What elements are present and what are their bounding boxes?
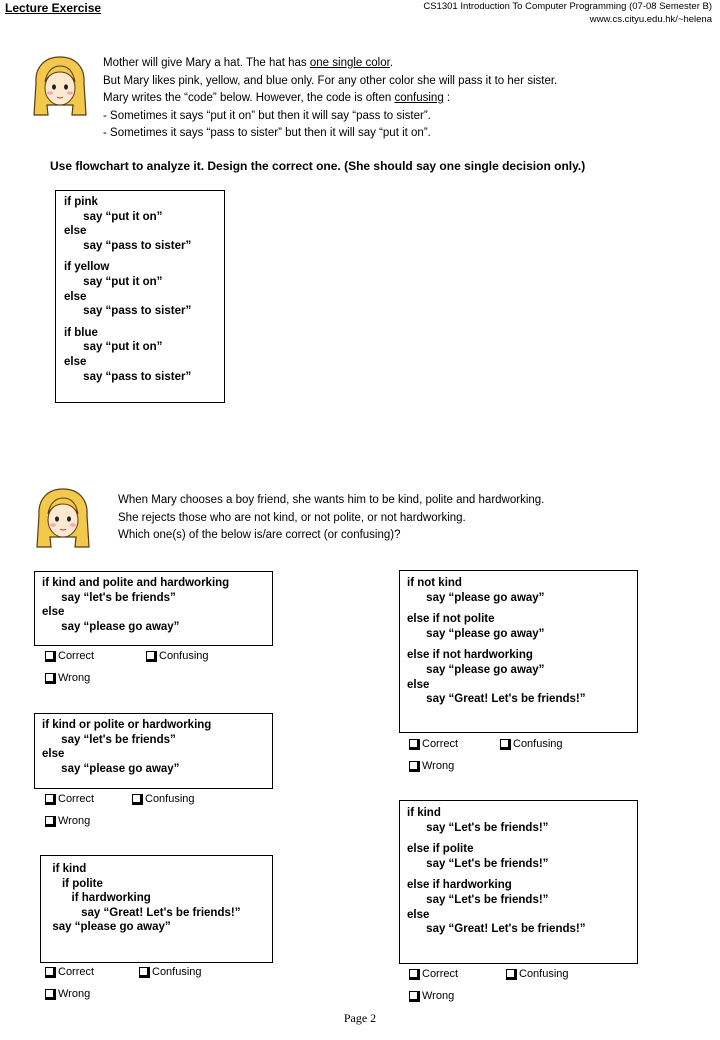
s2-line-1: When Mary chooses a boy friend, she wants him to be kind, polite and hardworking. xyxy=(118,494,545,506)
checkbox-icon[interactable] xyxy=(409,761,420,772)
checkbox-icon[interactable] xyxy=(139,967,150,978)
checkbox-icon[interactable] xyxy=(45,967,56,978)
checkbox-icon[interactable] xyxy=(45,989,56,1000)
option-e-confusing[interactable]: Confusing xyxy=(506,968,569,980)
code-line: say “Let's be friends!” xyxy=(407,893,549,906)
intro-line-3: Mary writes the “code” below. However, the code is often confusing : xyxy=(103,92,451,104)
code-line: if kind xyxy=(407,807,441,819)
s2-line-2: She rejects those who are not kind, or not polite, or not hardworking. xyxy=(118,511,466,524)
option-a-confusing[interactable]: Confusing xyxy=(146,650,209,662)
option-c-wrong[interactable]: Wrong xyxy=(45,988,90,1000)
intro-line-1: Mother will give Mary a hat. The hat has one single color. xyxy=(103,57,394,69)
option-d-confusing[interactable]: Confusing xyxy=(500,738,563,750)
mary-face-icon-2 xyxy=(34,487,92,549)
checkbox-icon[interactable] xyxy=(500,739,511,750)
code-d xyxy=(407,576,637,707)
code-line: say “please go away” xyxy=(407,627,545,640)
code-line: say “Great! Let's be friends!” xyxy=(46,906,241,919)
checkbox-icon[interactable] xyxy=(45,816,56,827)
code-line: say “Let's be friends!” xyxy=(407,821,549,834)
code-line: say “put it on” xyxy=(64,210,163,223)
section2-intro xyxy=(118,492,544,545)
code-line: else xyxy=(407,908,430,921)
code-line: else if polite xyxy=(407,843,474,856)
code-e xyxy=(407,806,637,937)
course-header xyxy=(423,0,712,26)
code-gap xyxy=(407,871,637,878)
code-line: else xyxy=(407,678,430,691)
code-line: say “Let's be friends!” xyxy=(407,857,549,870)
code-line: if yellow xyxy=(64,261,110,274)
checkbox-icon[interactable] xyxy=(45,673,56,684)
code-line: if polite xyxy=(46,877,103,890)
code-box-e xyxy=(399,800,638,964)
code-line: if kind and polite and hardworking xyxy=(42,577,230,589)
intro-line-2: But Mary likes pink, yellow, and blue only. For any other color she will pass it to her sister. xyxy=(103,74,558,87)
code-box-b xyxy=(34,713,273,789)
option-c-correct[interactable]: Correct xyxy=(45,966,94,978)
code-line: else xyxy=(42,606,65,619)
code-line: if kind xyxy=(46,863,87,875)
course-url: www.cs.cityu.edu.hk/~helena xyxy=(589,14,712,25)
code-line: if pink xyxy=(64,196,98,208)
checkbox-icon[interactable] xyxy=(409,969,420,980)
flowchart-instruction: Use flowchart to analyze it. Design the correct one. (She should say one single decision only.) xyxy=(50,159,586,173)
code-line: say “pass to sister” xyxy=(64,239,192,252)
checkbox-icon[interactable] xyxy=(506,969,517,980)
code-gap xyxy=(407,605,637,612)
option-b-confusing[interactable]: Confusing xyxy=(132,793,195,805)
lecture-exercise-title: Lecture Exercise xyxy=(5,1,102,15)
code-line: say “Great! Let's be friends!” xyxy=(407,923,586,936)
hat-code-box xyxy=(55,190,225,403)
intro-line-4: - Sometimes it says “put it on” but then it will say “pass to sister”. xyxy=(103,109,431,122)
code-line: else if not polite xyxy=(407,613,495,626)
code-line: say “please go away” xyxy=(407,663,545,676)
code-a xyxy=(42,576,272,634)
code-line: if kind or polite or hardworking xyxy=(42,719,212,731)
code-box-d xyxy=(399,570,638,733)
hat-code xyxy=(64,195,224,384)
code-line: say “pass to sister” xyxy=(64,305,192,318)
option-d-wrong[interactable]: Wrong xyxy=(409,760,454,772)
code-gap xyxy=(64,319,224,326)
code-c xyxy=(46,862,272,935)
option-d-correct[interactable]: Correct xyxy=(409,738,458,750)
code-line: say “let's be friends” xyxy=(42,591,176,604)
code-line: else xyxy=(64,290,87,303)
course-title: CS1301 Introduction To Computer Programming (07-08 Semester B) xyxy=(423,1,712,12)
option-b-correct[interactable]: Correct xyxy=(45,793,94,805)
code-gap xyxy=(407,835,637,842)
code-line: say “Great! Let's be friends!” xyxy=(407,693,586,706)
code-line: if not kind xyxy=(407,577,462,589)
code-line: say “let's be friends” xyxy=(42,733,176,746)
option-e-wrong[interactable]: Wrong xyxy=(409,990,454,1002)
checkbox-icon[interactable] xyxy=(146,651,157,662)
checkbox-icon[interactable] xyxy=(45,651,56,662)
code-line: else xyxy=(42,748,65,761)
code-line: say “pass to sister” xyxy=(64,370,192,383)
option-a-correct[interactable]: Correct xyxy=(45,650,94,662)
option-a-wrong[interactable]: Wrong xyxy=(45,672,90,684)
code-line: say “please go away” xyxy=(42,620,180,633)
code-line: if hardworking xyxy=(46,892,151,905)
code-line: if blue xyxy=(64,326,98,339)
checkbox-icon[interactable] xyxy=(132,794,143,805)
code-line: say “put it on” xyxy=(64,341,163,354)
checkbox-icon[interactable] xyxy=(409,991,420,1002)
option-c-confusing[interactable]: Confusing xyxy=(139,966,202,978)
code-box-a xyxy=(34,571,273,646)
intro-line-5: - Sometimes it says “pass to sister” but then it will say “put it on”. xyxy=(103,127,431,139)
checkbox-icon[interactable] xyxy=(409,739,420,750)
code-gap xyxy=(64,253,224,260)
page-number: Page 2 xyxy=(343,1011,377,1025)
checkbox-icon[interactable] xyxy=(45,794,56,805)
code-gap xyxy=(407,641,637,648)
code-line: say “put it on” xyxy=(64,275,163,288)
code-b xyxy=(42,718,272,776)
code-line: else if not hardworking xyxy=(407,649,533,662)
code-line: else xyxy=(64,225,87,238)
mary-face-icon xyxy=(31,55,89,117)
code-line: say “please go away” xyxy=(407,591,545,604)
option-b-wrong[interactable]: Wrong xyxy=(45,815,90,827)
option-e-correct[interactable]: Correct xyxy=(409,968,458,980)
code-line: say “please go away” xyxy=(42,762,180,775)
code-line: else if hardworking xyxy=(407,879,512,892)
code-line: say “please go away” xyxy=(46,921,171,934)
section1-intro xyxy=(103,55,557,143)
code-box-c xyxy=(40,855,273,963)
code-line: else xyxy=(64,355,87,368)
s2-line-3: Which one(s) of the below is/are correct (or confusing)? xyxy=(118,529,401,541)
